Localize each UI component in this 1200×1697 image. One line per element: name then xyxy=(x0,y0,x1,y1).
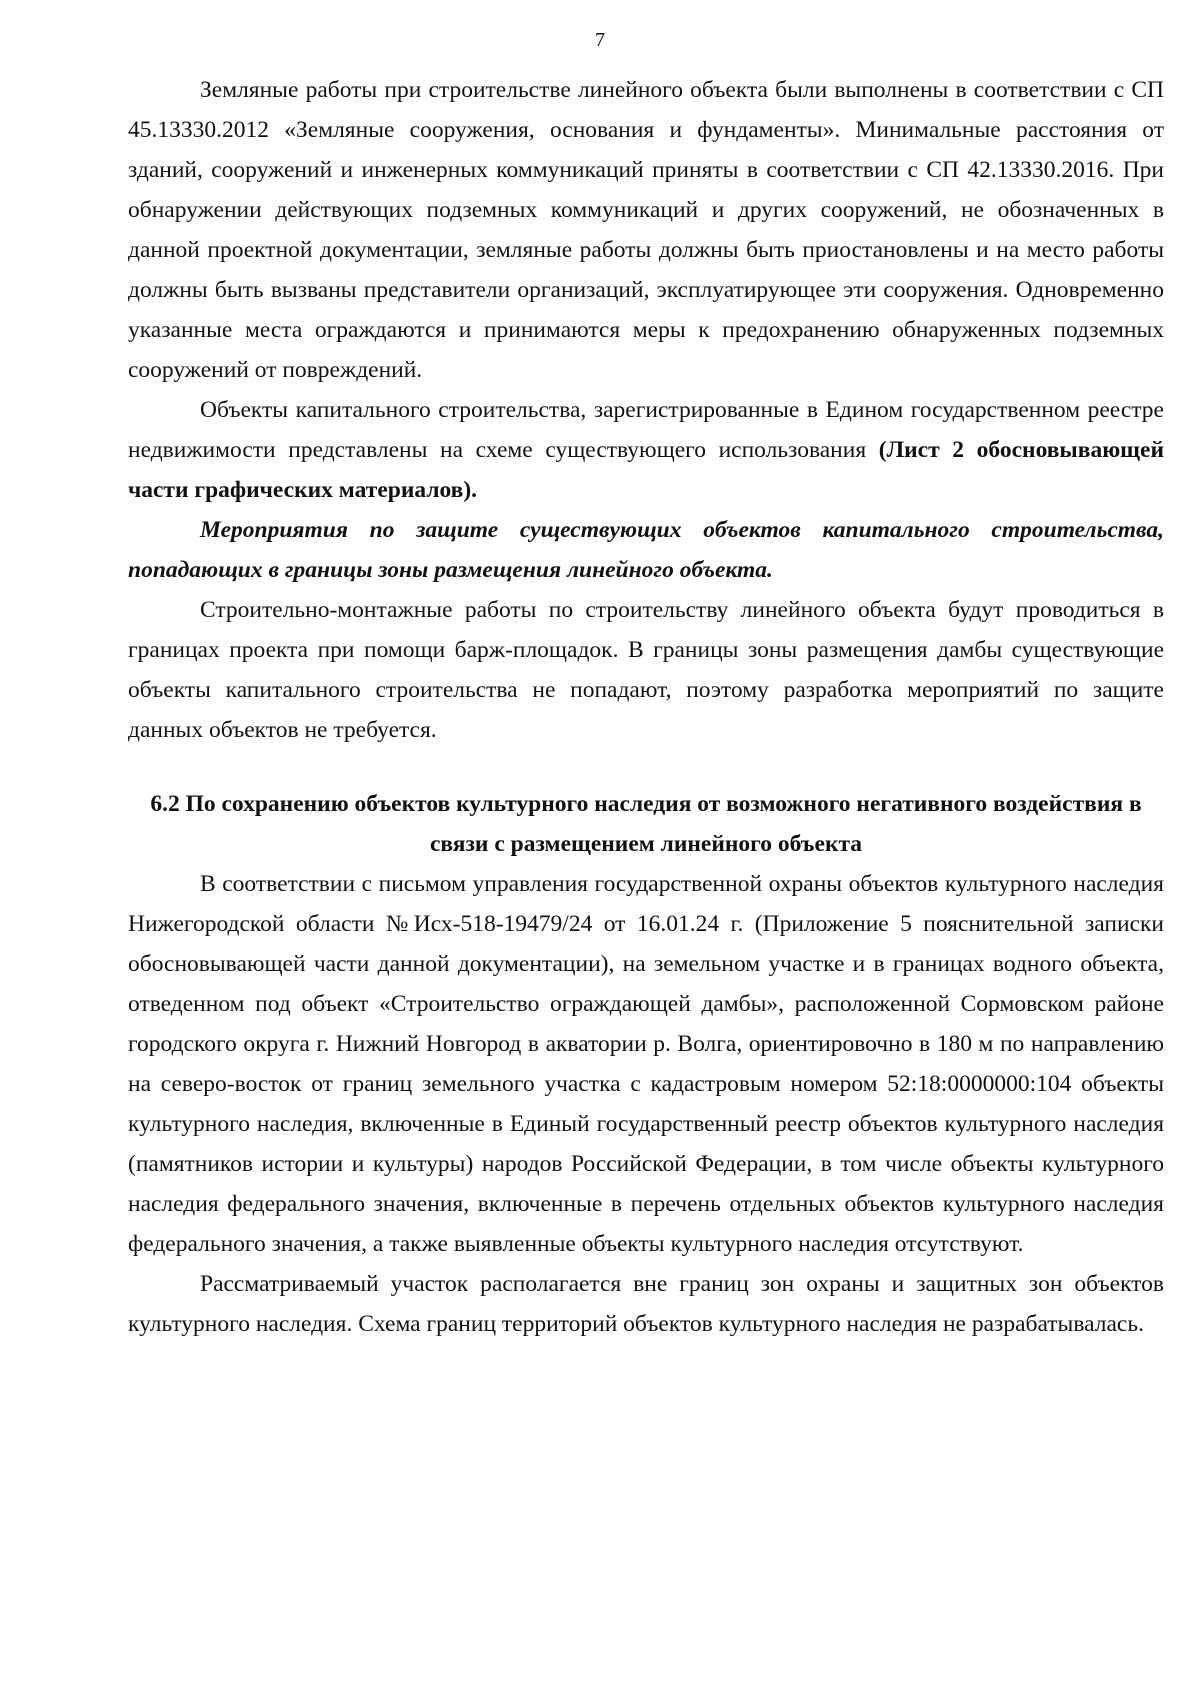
paragraph-registered-objects xyxy=(128,390,1164,510)
section-heading-6-2: 6.2 По сохранению объектов культурного наследия от возможного негативного воздействия в связи с размещением линейного объекта xyxy=(150,791,1142,857)
paragraph-cultural-heritage-letter: В соответствии с письмом управления государственной охраны объектов культурного наследия Нижегородской области №Исх-518-19479/24 от 16.01.24 г. (Приложение 5 пояснительной записки обосновывающей части данной документации), на земельном участке и в границах водного объекта, отведенном под объект «Строительство ограждающей дамбы», расположенной Сормовском районе городского округа г. Нижний Новгород в акватории р. Волга, ориентировочно в 180 м по направлению на северо-восток от границ земельного участка с кадастровым номером 52:18:0000000:104 объекты культурного наследия, включенные в Единый государственный реестр объектов культурного наследия (памятников истории и культуры) народов Российской Федерации, в том числе объекты культурного наследия федерального значения, включенные в перечень отдельных объектов культурного наследия федерального значения, а также выявленные объекты культурного наследия отсутствуют. xyxy=(128,871,1164,1257)
paragraph-protection-zones: Рассматриваемый участок располагается вне границ зон охраны и защитных зон объектов культурного наследия. Схема границ территорий объектов культурного наследия не разрабатывалась. xyxy=(128,1271,1164,1337)
paragraph-registered-objects-text: Объекты капитального строительства, зарегистрированные в Едином государственном реестре недвижимости представлены на схеме существующего использования xyxy=(128,397,1164,463)
paragraph-earthworks: Земляные работы при строительстве линейного объекта были выполнены в соответствии с СП 45.13330.2012 «Земляные сооружения, основания и фундаменты». Минимальные расстояния от зданий, сооружений и инженерных коммуникаций приняты в соответствии с СП 42.13330.2016. При обнаружении действующих подземных коммуникаций и других сооружений, не обозначенных в данной проектной документации, земляные работы должны быть приостановлены и на место работы должны быть вызваны представители организаций, эксплуатирующее эти сооружения. Одновременно указанные места ограждаются и принимаются меры к предохранению обнаруженных подземных сооружений от повреждений. xyxy=(128,77,1164,383)
subheading-protection-measures: Мероприятия по защите существующих объектов капитального строительства, попадающих в границы зоны размещения линейного объекта. xyxy=(128,517,1164,583)
page-number: 7 xyxy=(595,29,605,51)
document-body xyxy=(128,70,1164,1344)
paragraph-construction-works: Строительно-монтажные работы по строительству линейного объекта будут проводиться в границах проекта при помощи барж-площадок. В границы зоны размещения дамбы существующие объекты капитального строительства не попадают, поэтому разработка мероприятий по защите данных объектов не требуется. xyxy=(128,597,1164,743)
sheet-reference: (Лист 2 обосновывающей части графических материалов). xyxy=(128,437,1164,503)
